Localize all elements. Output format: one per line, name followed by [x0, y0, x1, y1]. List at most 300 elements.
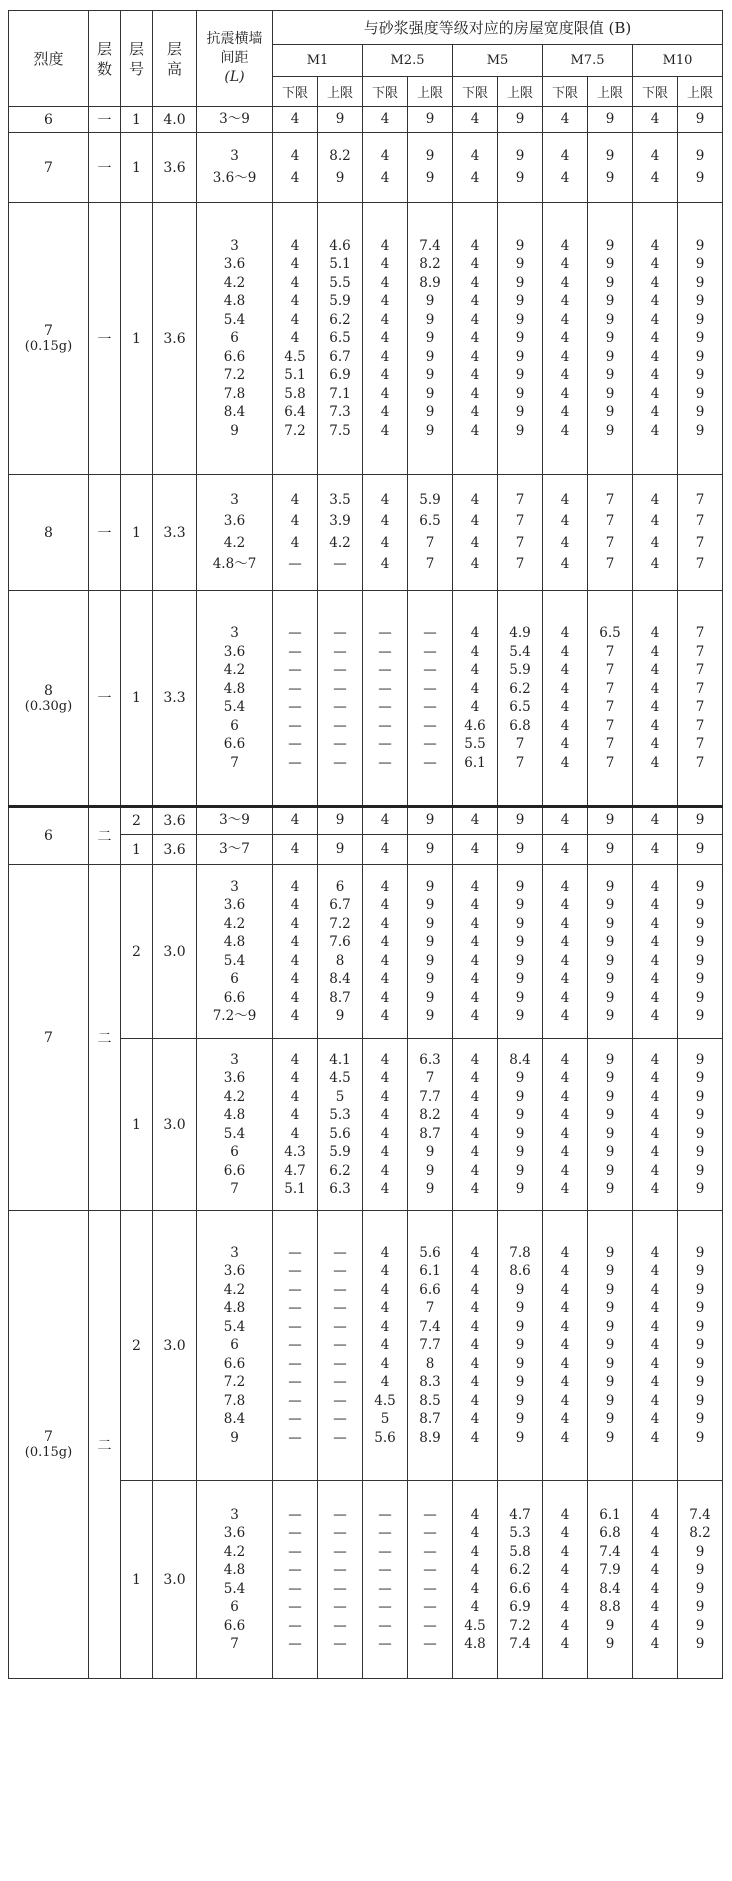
width-limit-value: 6.7	[329, 348, 351, 365]
width-limit-value: 9	[425, 897, 435, 913]
width-limit-value: 4	[380, 513, 390, 529]
width-limit-value: 9	[605, 237, 615, 254]
width-limit-value: 4	[290, 513, 300, 529]
width-limit-value: —	[378, 1580, 392, 1597]
width-limit-cell	[453, 835, 498, 865]
width-limit-value: 4	[650, 256, 660, 273]
width-limit-value: —	[288, 1318, 302, 1335]
width-limit-value: 4	[560, 1263, 570, 1280]
width-limit-value: 9	[515, 934, 525, 950]
width-limit-value: —	[378, 680, 392, 697]
storeys-cell: 一	[89, 591, 121, 807]
width-limit-value: —	[423, 1580, 437, 1597]
width-limit-value: 4	[650, 513, 660, 529]
width-limit-cell	[363, 1211, 408, 1481]
width-limit-value: 6.8	[509, 717, 531, 734]
width-limit-value: 4	[470, 404, 480, 421]
width-limit-value: 4	[560, 237, 570, 254]
width-limit-value: 9	[605, 330, 615, 347]
width-limit-value: 4	[470, 934, 480, 950]
width-limit-value: 3.9	[329, 513, 351, 529]
wall-spacing-cell	[197, 475, 273, 591]
width-limit-value: 4	[560, 1088, 570, 1105]
width-limit-value: 4	[470, 643, 480, 660]
width-limit-value: 9	[695, 1008, 705, 1024]
width-limit-value: 4	[290, 110, 300, 127]
width-limit-value: 4	[650, 169, 660, 186]
width-limit-value: 9	[605, 293, 615, 310]
width-limit-value: 9	[425, 311, 435, 328]
width-limit-value: 4	[650, 1525, 660, 1541]
width-limit-value: 4	[560, 1008, 570, 1024]
width-limit-value: 4	[380, 256, 390, 273]
width-limit-value: 9	[335, 110, 345, 127]
width-limit-value: 7	[695, 556, 705, 572]
width-limit-value: 4	[560, 1617, 570, 1634]
width-limit-value: 4.2	[329, 534, 351, 551]
width-limit-cell	[273, 475, 318, 591]
width-limit-value: 9	[695, 293, 705, 310]
width-limit-cell	[543, 107, 588, 133]
width-limit-value: 9	[605, 897, 615, 913]
width-limit-value: 4	[560, 1355, 570, 1372]
width-limit-value: 4	[560, 897, 570, 913]
width-limit-value: 4	[650, 1281, 660, 1298]
width-limit-value: 7	[605, 513, 615, 529]
width-limit-cell	[273, 107, 318, 133]
wall-spacing-value: 6	[230, 971, 239, 987]
width-limit-value: 4	[470, 971, 480, 987]
width-limit-value: 7.7	[419, 1088, 441, 1105]
width-limit-value: 4	[470, 1300, 480, 1317]
wall-spacing-value: 3	[230, 491, 239, 508]
wall-spacing-value: 3	[230, 625, 239, 641]
width-limit-value: 9	[515, 385, 525, 402]
width-limit-value: 4	[650, 1070, 660, 1086]
width-limit-value: 9	[605, 422, 615, 439]
width-limit-value: 4	[650, 1107, 660, 1123]
width-limit-cell	[498, 203, 543, 475]
width-limit-value: 4.7	[284, 1162, 306, 1179]
wall-spacing-value: 3.6	[223, 897, 246, 913]
width-limit-value: 4	[650, 643, 660, 660]
width-limit-value: 9	[515, 1008, 525, 1024]
intensity-cell	[9, 107, 89, 133]
width-limit-cell	[318, 203, 363, 475]
width-limit-value: —	[333, 1599, 347, 1615]
width-limit-cell	[588, 591, 633, 807]
wall-spacing-value: 3.6	[223, 1263, 246, 1280]
width-limit-value: 9	[605, 1429, 615, 1446]
width-limit-cell	[408, 865, 453, 1039]
width-limit-value: 9	[515, 1318, 525, 1335]
header-lower-limit: 下限	[273, 77, 318, 107]
width-limit-value: —	[288, 754, 302, 771]
width-limit-cell	[498, 591, 543, 807]
width-limit-value: 6.3	[419, 1051, 441, 1068]
width-limit-value: —	[378, 1599, 392, 1615]
width-limit-value: 4	[650, 348, 660, 365]
wall-spacing-value: 9	[230, 422, 239, 439]
header-upper-limit: 上限	[588, 77, 633, 107]
table-row	[9, 591, 723, 807]
width-limit-value: 4	[380, 1318, 390, 1335]
width-limit-cell	[273, 1211, 318, 1481]
width-limit-value: —	[288, 1636, 302, 1652]
width-limit-value: 8	[425, 1355, 435, 1372]
width-limit-value: 4	[290, 952, 300, 969]
width-limit-value: 4	[650, 1543, 660, 1560]
width-limit-value: 4	[380, 812, 390, 829]
width-limit-value: 4	[380, 534, 390, 551]
width-limit-value: 9	[695, 1617, 705, 1634]
width-limit-value: 4	[470, 1355, 480, 1372]
width-limit-cell	[273, 1039, 318, 1211]
floor-height-cell: 3.3	[153, 591, 197, 807]
width-limit-value: 9	[515, 1355, 525, 1372]
width-limit-value: 9	[695, 1070, 705, 1086]
header-upper-limit: 上限	[318, 77, 363, 107]
width-limit-cell	[543, 865, 588, 1039]
width-limit-value: 4	[470, 699, 480, 715]
width-limit-value: 9	[515, 256, 525, 273]
width-limit-value: —	[288, 1263, 302, 1280]
width-limit-value: 4	[560, 1125, 570, 1142]
floor-no-cell: 1	[121, 835, 153, 865]
width-limit-value: —	[378, 643, 392, 660]
width-limit-value: 8.2	[419, 1107, 441, 1123]
width-limit-value: 4	[380, 367, 390, 384]
width-limit-value: 4	[650, 404, 660, 421]
width-limit-value: —	[378, 662, 392, 678]
width-limit-value: 4	[380, 1263, 390, 1280]
width-limit-value: 5.5	[464, 736, 486, 752]
width-limit-value: 4	[470, 1181, 480, 1197]
width-limit-value: 9	[695, 1374, 705, 1391]
width-limit-value: 7.2	[509, 1617, 531, 1634]
width-limit-value: 4	[650, 878, 660, 895]
width-limit-value: 7	[695, 699, 705, 715]
width-limit-value: 4	[650, 1337, 660, 1354]
width-limit-value: —	[333, 1429, 347, 1446]
width-limit-value: 7	[695, 643, 705, 660]
width-limit-value: 4	[560, 256, 570, 273]
width-limit-value: 9	[515, 237, 525, 254]
width-limit-value: 9	[605, 840, 615, 857]
width-limit-cell	[273, 835, 318, 865]
width-limit-value: 5.3	[329, 1107, 351, 1123]
width-limit-cell	[633, 203, 678, 475]
width-limit-value: 8.4	[599, 1580, 621, 1597]
width-limit-value: 9	[425, 169, 435, 186]
table-row	[9, 865, 723, 1039]
wall-spacing-value: 7.2	[223, 1374, 246, 1391]
width-limit-value: 4	[290, 293, 300, 310]
width-limit-value: 4	[650, 1355, 660, 1372]
width-limit-value: 4	[560, 625, 570, 641]
wall-spacing-value: 3.6	[223, 256, 246, 273]
wall-spacing-cell	[197, 807, 273, 835]
width-limit-value: 9	[425, 404, 435, 421]
width-limit-value: 9	[605, 934, 615, 950]
table-row	[9, 107, 723, 133]
width-limit-value: 4	[470, 169, 480, 186]
width-limit-value: 4	[290, 1107, 300, 1123]
width-limit-value: —	[288, 643, 302, 660]
width-limit-value: 4	[380, 348, 390, 365]
width-limit-value: 8.2	[329, 148, 351, 164]
wall-spacing-value: 5.4	[223, 952, 246, 969]
width-limit-cell	[453, 1039, 498, 1211]
width-limit-value: —	[423, 754, 437, 771]
width-limit-value: 9	[425, 840, 435, 857]
width-limit-value: 4	[560, 952, 570, 969]
width-limit-value: 9	[515, 1374, 525, 1391]
width-limit-value: 4	[470, 680, 480, 697]
width-limit-value: —	[288, 1525, 302, 1541]
width-limit-cell	[318, 591, 363, 807]
width-limit-value: 4	[470, 1411, 480, 1428]
width-limit-value: —	[333, 1318, 347, 1335]
width-limit-value: 4	[380, 1051, 390, 1068]
width-limit-cell	[318, 1211, 363, 1481]
wall-spacing-value: 4.8	[223, 1107, 246, 1123]
width-limit-value: 9	[605, 1636, 615, 1652]
width-limit-value: 4	[290, 915, 300, 932]
table-body	[9, 107, 723, 1679]
width-limit-value: 4	[560, 1506, 570, 1523]
width-limit-value: 4	[290, 256, 300, 273]
width-limit-value: 9	[335, 169, 345, 186]
width-limit-value: —	[288, 1300, 302, 1317]
width-limit-cell	[678, 591, 723, 807]
wall-spacing-value: 6.6	[223, 989, 246, 1006]
width-limit-value: 5.5	[329, 274, 351, 291]
width-limit-value: 4	[650, 754, 660, 771]
width-limit-value: 8.2	[689, 1525, 711, 1541]
wall-spacing-cell	[197, 835, 273, 865]
width-limit-value: 4	[560, 812, 570, 829]
width-limit-value: 4	[380, 385, 390, 402]
floor-no-cell: 1	[121, 1039, 153, 1211]
width-limit-value: 4	[380, 1181, 390, 1197]
width-limit-value: 7	[605, 662, 615, 678]
wall-spacing-value: 3.6	[223, 513, 246, 529]
width-limit-value: 9	[605, 1263, 615, 1280]
width-limit-value: —	[378, 699, 392, 715]
table-header	[9, 11, 723, 107]
wall-spacing-value: 6.6	[223, 1355, 246, 1372]
width-limit-value: 6.2	[329, 311, 351, 328]
width-limit-value: 4	[650, 1244, 660, 1261]
width-limit-value: 7	[605, 699, 615, 715]
width-limit-value: 9	[605, 1300, 615, 1317]
width-limit-value: 4.9	[509, 625, 531, 641]
table-row	[9, 807, 723, 835]
width-limit-value: 4	[380, 274, 390, 291]
width-limit-value: 4	[560, 422, 570, 439]
width-limit-value: 8.6	[509, 1263, 531, 1280]
width-limit-value: 5.3	[509, 1525, 531, 1541]
width-limit-value: 5.6	[329, 1125, 351, 1142]
width-limit-value: 4	[650, 934, 660, 950]
width-limit-value: 5.1	[329, 256, 351, 273]
storeys-cell: 二	[89, 865, 121, 1211]
width-limit-value: 4	[470, 274, 480, 291]
width-limit-value: 9	[695, 404, 705, 421]
width-limit-value: 4	[380, 1355, 390, 1372]
wall-spacing-value: 4.2	[223, 915, 246, 932]
width-limit-value: 4	[290, 934, 300, 950]
width-limit-value: 4	[650, 717, 660, 734]
width-limit-value: —	[378, 1543, 392, 1560]
width-limit-value: 7	[605, 680, 615, 697]
wall-spacing-cell	[197, 1039, 273, 1211]
floor-height-cell: 3.0	[153, 1039, 197, 1211]
width-limit-value: 4	[470, 1263, 480, 1280]
width-limit-value: 4	[560, 934, 570, 950]
width-limit-cell	[498, 1211, 543, 1481]
floor-no-cell: 2	[121, 807, 153, 835]
width-limit-value: 9	[425, 293, 435, 310]
width-limit-value: 7	[695, 662, 705, 678]
width-limit-cell	[678, 865, 723, 1039]
floor-height-cell: 3.6	[153, 835, 197, 865]
table-row	[9, 203, 723, 475]
width-limit-cell	[273, 1481, 318, 1679]
width-limit-cell	[453, 133, 498, 203]
width-limit-value: 4	[560, 878, 570, 895]
width-limit-value: —	[333, 1300, 347, 1317]
width-limit-value: 4	[650, 491, 660, 508]
intensity-pga: (0.30g)	[24, 698, 73, 714]
width-limit-cell	[453, 865, 498, 1039]
width-limit-value: 4	[470, 385, 480, 402]
floor-no-cell: 1	[121, 591, 153, 807]
header-lower-limit: 下限	[543, 77, 588, 107]
width-limit-cell	[498, 475, 543, 591]
intensity-value: 8	[44, 682, 53, 699]
width-limit-value: 4	[380, 1337, 390, 1354]
width-limit-value: —	[333, 1392, 347, 1409]
width-limit-value: 4	[380, 148, 390, 164]
header-upper-limit: 上限	[678, 77, 723, 107]
width-limit-cell	[408, 107, 453, 133]
floor-no-cell: 1	[121, 1481, 153, 1679]
width-limit-value: 8.2	[419, 256, 441, 273]
width-limit-value: 4	[650, 1392, 660, 1409]
width-limit-value: 4	[650, 1162, 660, 1179]
width-limit-value: 4	[470, 1162, 480, 1179]
width-limit-value: 5.8	[509, 1543, 531, 1560]
width-limit-value: 9	[605, 404, 615, 421]
width-limit-value: 9	[515, 367, 525, 384]
width-limit-value: —	[378, 625, 392, 641]
width-limit-value: 9	[695, 367, 705, 384]
intensity-cell	[9, 203, 89, 475]
width-limit-value: —	[288, 680, 302, 697]
width-limit-value: 5.4	[509, 643, 531, 660]
width-limit-value: 9	[605, 1125, 615, 1142]
width-limit-value: 7.9	[599, 1562, 621, 1578]
width-limit-value: 4	[650, 971, 660, 987]
width-limit-cell	[363, 1039, 408, 1211]
width-limit-value: 9	[695, 330, 705, 347]
wall-spacing-value: 3	[230, 878, 239, 895]
width-limit-value: 4	[290, 878, 300, 895]
width-limit-value: 4	[290, 971, 300, 987]
width-limit-value: 4	[560, 1392, 570, 1409]
wall-spacing-value: 6	[230, 1337, 239, 1354]
width-limit-value: 4	[380, 293, 390, 310]
width-limit-value: —	[378, 1506, 392, 1523]
width-limit-cell	[363, 475, 408, 591]
width-limit-value: —	[423, 717, 437, 734]
width-limit-value: 8.3	[419, 1374, 441, 1391]
width-limit-value: 4	[650, 915, 660, 932]
width-limit-value: 4	[470, 1429, 480, 1446]
width-limit-cell	[588, 807, 633, 835]
width-limit-cell	[363, 865, 408, 1039]
width-limit-value: 4	[650, 311, 660, 328]
width-limit-value: 4	[650, 1374, 660, 1391]
width-limit-cell	[678, 475, 723, 591]
width-limit-value: 6.2	[329, 1162, 351, 1179]
width-limit-value: 8.4	[329, 971, 351, 987]
floor-no-cell: 1	[121, 203, 153, 475]
width-limit-value: 4	[650, 148, 660, 164]
width-limit-value: 9	[695, 1263, 705, 1280]
width-limit-value: 4	[560, 915, 570, 932]
width-limit-value: 9	[695, 840, 705, 857]
width-limit-cell	[588, 1481, 633, 1679]
width-limit-value: 4	[290, 840, 300, 857]
width-limit-value: 6.5	[329, 330, 351, 347]
width-limit-value: 9	[695, 148, 705, 164]
width-limit-value: 4	[650, 1125, 660, 1142]
width-limit-value: 9	[695, 915, 705, 932]
width-limit-value: 8.7	[329, 989, 351, 1006]
width-limit-value: 9	[695, 1562, 705, 1578]
width-limit-value: 9	[605, 878, 615, 895]
width-limit-value: —	[333, 643, 347, 660]
width-limit-value: 4	[560, 513, 570, 529]
header-grade-1: M2.5	[363, 45, 453, 77]
wall-spacing-value: 3.6	[223, 643, 246, 660]
width-limit-value: 4	[470, 1318, 480, 1335]
width-limit-value: 5.8	[284, 385, 306, 402]
width-limit-value: —	[423, 1525, 437, 1541]
width-limit-value: 4	[470, 311, 480, 328]
width-limit-value: 7	[695, 513, 705, 529]
header-upper-limit: 上限	[408, 77, 453, 107]
width-limit-cell	[543, 807, 588, 835]
width-limit-value: —	[333, 699, 347, 715]
width-limit-value: 4	[380, 971, 390, 987]
width-limit-value: 9	[605, 952, 615, 969]
width-limit-value: —	[378, 1617, 392, 1634]
wall-spacing-value: 8.4	[223, 404, 246, 421]
width-limit-value: 4	[380, 1125, 390, 1142]
width-limit-value: 9	[605, 1144, 615, 1160]
width-limit-value: 4	[290, 148, 300, 164]
width-limit-value: —	[423, 736, 437, 752]
wall-spacing-value: 7	[230, 1181, 239, 1197]
width-limit-value: 5.1	[284, 1181, 306, 1197]
header-lower-limit: 下限	[633, 77, 678, 107]
width-limit-cell	[633, 133, 678, 203]
width-limit-cell	[498, 865, 543, 1039]
